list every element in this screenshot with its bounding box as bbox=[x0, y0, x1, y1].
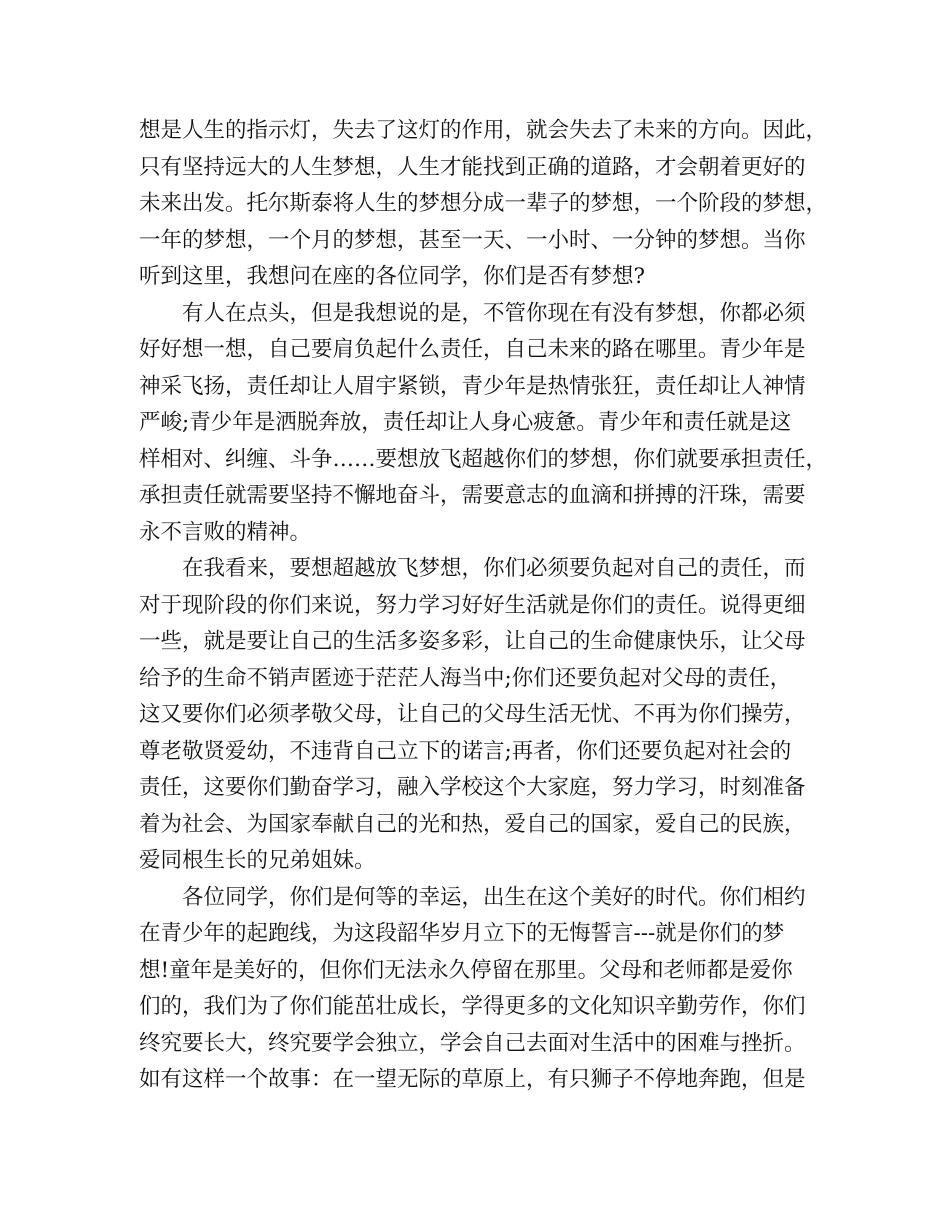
text-line: 永不言败的精神。 bbox=[139, 519, 312, 545]
text-line: 终究要长大，终究要学会独立，学会自己去面对生活中的困难与挫折。 bbox=[139, 1030, 806, 1056]
text-line: 想是人生的指示灯，失去了这灯的作用，就会失去了未来的方向。因此， bbox=[139, 118, 828, 143]
text-line: 样相对、纠缠、斗争……要想放飞超越你们的梦想，你们就要承担责任， bbox=[139, 446, 828, 472]
text-line: 在我看来，要想超越放飞梦想，你们必须要负起对自己的责任，而 bbox=[139, 556, 806, 581]
text-line: 给予的生命不销声匿迹于茫茫人海当中;你们还要负起对父母的责任， bbox=[139, 665, 792, 691]
text-line: 未来出发。托尔斯泰将人生的梦想分成一辈子的梦想，一个阶段的梦想， bbox=[139, 191, 828, 216]
text-line: 神采飞扬，责任却让人眉宇紧锁，青少年是热情张狂，责任却让人神情 bbox=[139, 373, 806, 399]
text-line: 听到这里，我想问在座的各位同学，你们是否有梦想? bbox=[139, 264, 646, 289]
text-line: 想!童年是美好的，但你们无法永久停留在那里。父母和老师都是爱你 bbox=[139, 957, 793, 983]
text-line: 这又要你们必须孝敬父母，让自己的父母生活无忧、不再为你们操劳， bbox=[139, 702, 806, 727]
text-line: 爱同根生长的兄弟姐妹。 bbox=[139, 848, 376, 873]
text-line: 有人在点头，但是我想说的是，不管你现在有没有梦想，你都必须 bbox=[139, 300, 806, 326]
text-line: 们的，我们为了你们能茁壮成长，学得更多的文化知识辛勤劳作，你们 bbox=[139, 994, 806, 1019]
text-line: 一些，就是要让自己的生活多姿多彩，让自己的生命健康快乐，让父母 bbox=[139, 629, 806, 654]
text-line: 好好想一想，自己要肩负起什么责任，自己未来的路在哪里。青少年是 bbox=[139, 337, 806, 362]
text-line: 尊老敬贤爱幼，不违背自己立下的诺言;再者，你们还要负起对社会的 bbox=[139, 738, 792, 764]
text-line: 各位同学，你们是何等的幸运，出生在这个美好的时代。你们相约 bbox=[139, 884, 806, 910]
text-line: 对于现阶段的你们来说，努力学习好好生活就是你们的责任。说得更细 bbox=[139, 592, 806, 618]
text-line: 着为社会、为国家奉献自己的光和热，爱自己的国家，爱自己的民族， bbox=[139, 811, 806, 837]
body-text bbox=[139, 113, 839, 1099]
text-line: 只有坚持远大的人生梦想，人生才能找到正确的道路，才会朝着更好的 bbox=[139, 154, 806, 180]
text-line: 严峻;青少年是洒脱奔放，责任却让人身心疲惫。青少年和责任就是这 bbox=[139, 410, 792, 435]
text-line: 一年的梦想，一个月的梦想，甚至一天、一小时、一分钟的梦想。当你 bbox=[139, 227, 806, 253]
text-line: 责任，这要你们勤奋学习，融入学校这个大家庭，努力学习，时刻准备 bbox=[139, 775, 806, 800]
text-line: 如有这样一个故事：在一望无际的草原上，有只狮子不停地奔跑，但是 bbox=[139, 1067, 806, 1092]
text-line: 在青少年的起跑线，为这段韶华岁月立下的无悔誓言---就是你们的梦 bbox=[139, 921, 785, 946]
text-line: 承担责任就需要坚持不懈地奋斗，需要意志的血滴和拼搏的汗珠，需要 bbox=[139, 483, 806, 508]
